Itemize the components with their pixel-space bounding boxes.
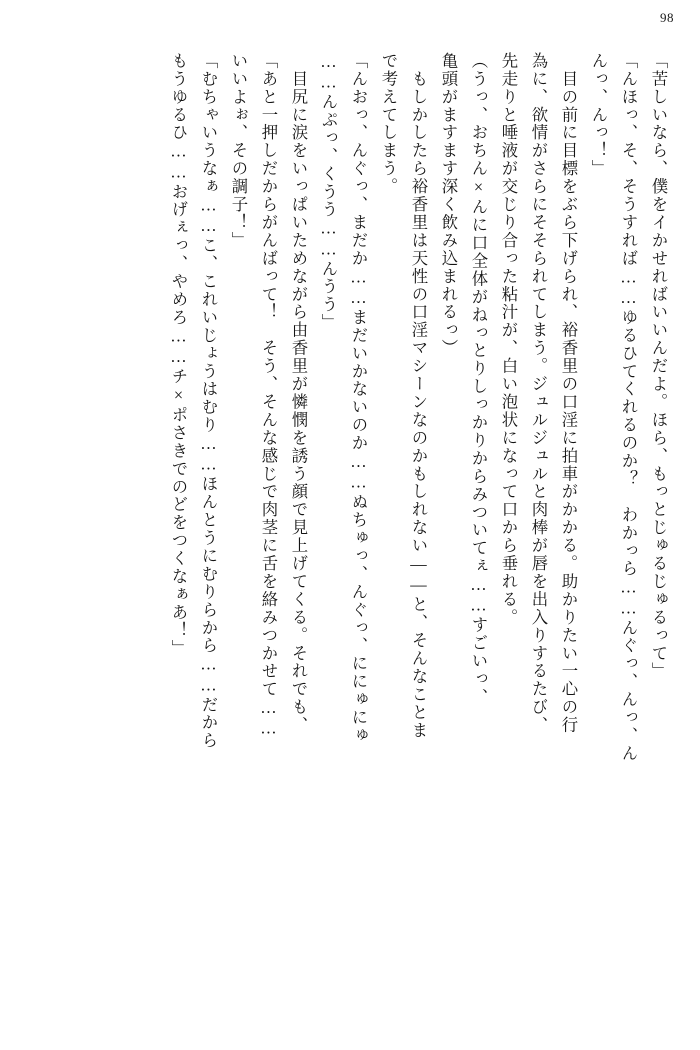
text-column: 「苦しいなら、僕をイかせればいいんだよ。ほら、もっとじゅるじゅるって」 [649,52,668,681]
text-column: もうゆるひ……おげぇっ、やめろ……チ×ポさきでのどをつくなぁあ！」 [169,52,188,658]
text-column: もしかしたら裕香里は天性の口淫マシーンなのかもしれない——と、そんなことま [409,52,428,740]
text-column: 「んほっ、そ、そうすれば……ゆるひてくれるのか？ わかっら……んぐっ、んっ、ん [619,52,638,763]
text-column: 先走りと唾液が交じり合った粘汁が、白い泡状になって口から垂れる。 [499,52,518,627]
vertical-text-body [34,52,666,982]
text-column: 「んおっ、んぐっ、まだか……まだいかないのか……ぬちゅっ、んぐっ、ににゅにゅ [349,52,368,745]
page-number: 98 [660,10,674,25]
text-column: 「むちゃいうなぁ……こ、これいじょうはむり……ほんとうにむりらから……だから [199,52,218,750]
text-column: で考えてしまう。 [379,52,398,196]
text-column: 為に、欲情がさらにそそられてしまう。ジュルジュルと肉棒が唇を出入りするたび、 [529,52,548,735]
text-column: 目の前に目標をぶら下げられ、裕香里の口淫に拍車がかかる。助かりたい一心の行 [559,52,578,735]
text-column: いいよぉ、その調子！」 [229,52,248,250]
text-column: んっ、んっ！」 [589,52,608,178]
text-column: ……んぷっ、くうう……んうう」 [319,52,338,332]
text-column: 「あと一押しだからがんばって！ そう、そんな感じで肉茎に舌を絡みつかせて…… [259,52,278,740]
text-column: 目尻に涙をいっぱいためながら由香里が憐憫を誘う顔で見上げてくる。それでも、 [289,52,308,735]
text-column: （うっ、おちん×んに口全体がねっとりしっかりからみついてぇ……すごいっ、 [469,52,488,706]
text-column: 亀頭がますます深く飲み込まれるっ） [439,52,458,358]
